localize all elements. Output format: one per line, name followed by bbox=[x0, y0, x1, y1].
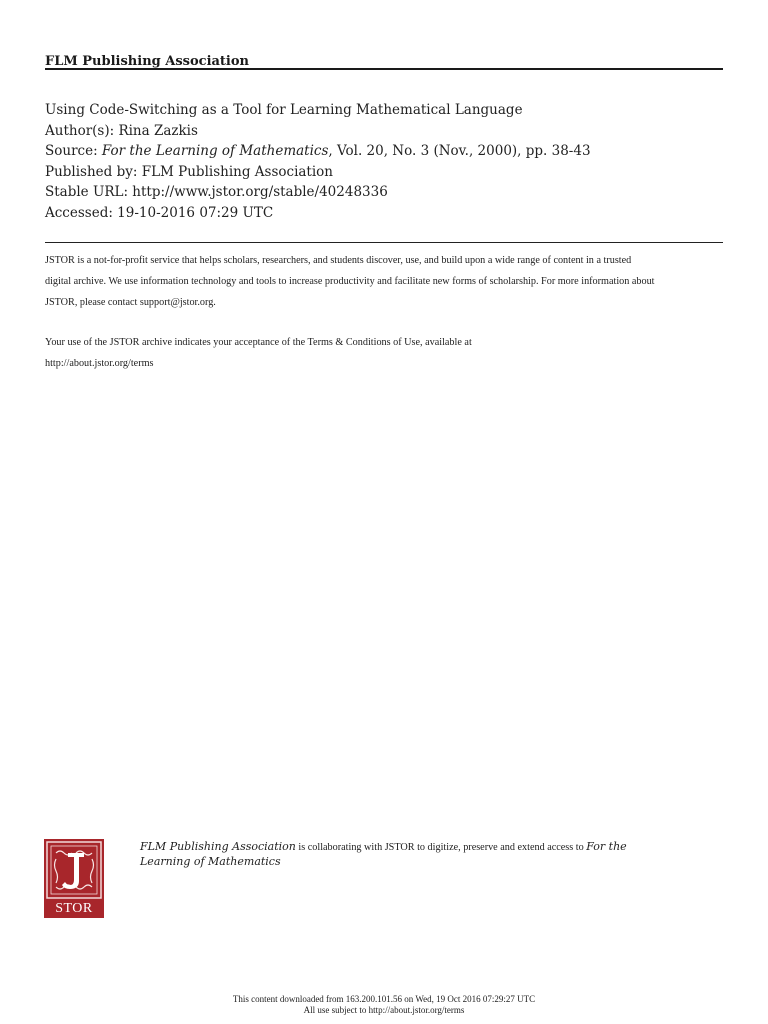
collab-middle: is collaborating with JSTOR to digitize, preserve and extend access to bbox=[295, 842, 587, 853]
collab-journal-part1: For the bbox=[586, 840, 627, 853]
notice-line: JSTOR is a not-for-profit service that helps scholars, researchers, and students discover, use, and build upon a wide range of content in a trusted bbox=[45, 255, 632, 266]
publisher-header bbox=[45, 52, 723, 70]
article-metadata bbox=[45, 100, 725, 223]
notice-line-contact[interactable]: JSTOR, please contact support@jstor.org. bbox=[45, 297, 216, 308]
divider bbox=[45, 242, 723, 243]
jstor-logo bbox=[44, 839, 104, 918]
source-prefix: Source: bbox=[45, 143, 102, 159]
download-footer bbox=[0, 994, 768, 1016]
collab-publisher: FLM Publishing Association bbox=[140, 840, 296, 853]
article-author: Author(s): Rina Zazkis bbox=[45, 122, 198, 139]
terms-line: Your use of the JSTOR archive indicates your acceptance of the Terms & Conditions of Use, available at bbox=[45, 337, 472, 348]
jstor-emblem-icon bbox=[44, 839, 104, 901]
article-source bbox=[45, 141, 725, 162]
stable-url-link[interactable]: Stable URL: http://www.jstor.org/stable/40248336 bbox=[45, 184, 388, 200]
collaboration-statement bbox=[140, 840, 730, 870]
notice-line: digital archive. We use information technology and tools to increase productivity and facilitate new forms of scholarship. For more information about bbox=[45, 276, 655, 287]
accessed-date: Accessed: 19-10-2016 07:29 UTC bbox=[45, 204, 274, 221]
article-title: Using Code-Switching as a Tool for Learning Mathematical Language bbox=[45, 102, 523, 118]
footer-terms-line: All use subject to http://about.jstor.org/terms bbox=[303, 1005, 465, 1015]
source-journal: For the Learning of Mathematics bbox=[101, 143, 329, 159]
publisher-name: FLM Publishing Association bbox=[45, 54, 249, 69]
logo-text: STOR bbox=[55, 901, 93, 916]
footer-download-line: This content downloaded from 163.200.101.56 on Wed, 19 Oct 2016 07:29:27 UTC bbox=[232, 994, 536, 1004]
collab-journal-part2: Learning of Mathematics bbox=[140, 855, 281, 868]
terms-notice bbox=[45, 332, 725, 374]
source-details: , Vol. 20, No. 3 (Nov., 2000), pp. 38-43 bbox=[328, 143, 591, 159]
jstor-notice bbox=[45, 250, 725, 313]
article-publisher: Published by: FLM Publishing Association bbox=[45, 163, 334, 180]
terms-link[interactable]: http://about.jstor.org/terms bbox=[45, 358, 154, 369]
